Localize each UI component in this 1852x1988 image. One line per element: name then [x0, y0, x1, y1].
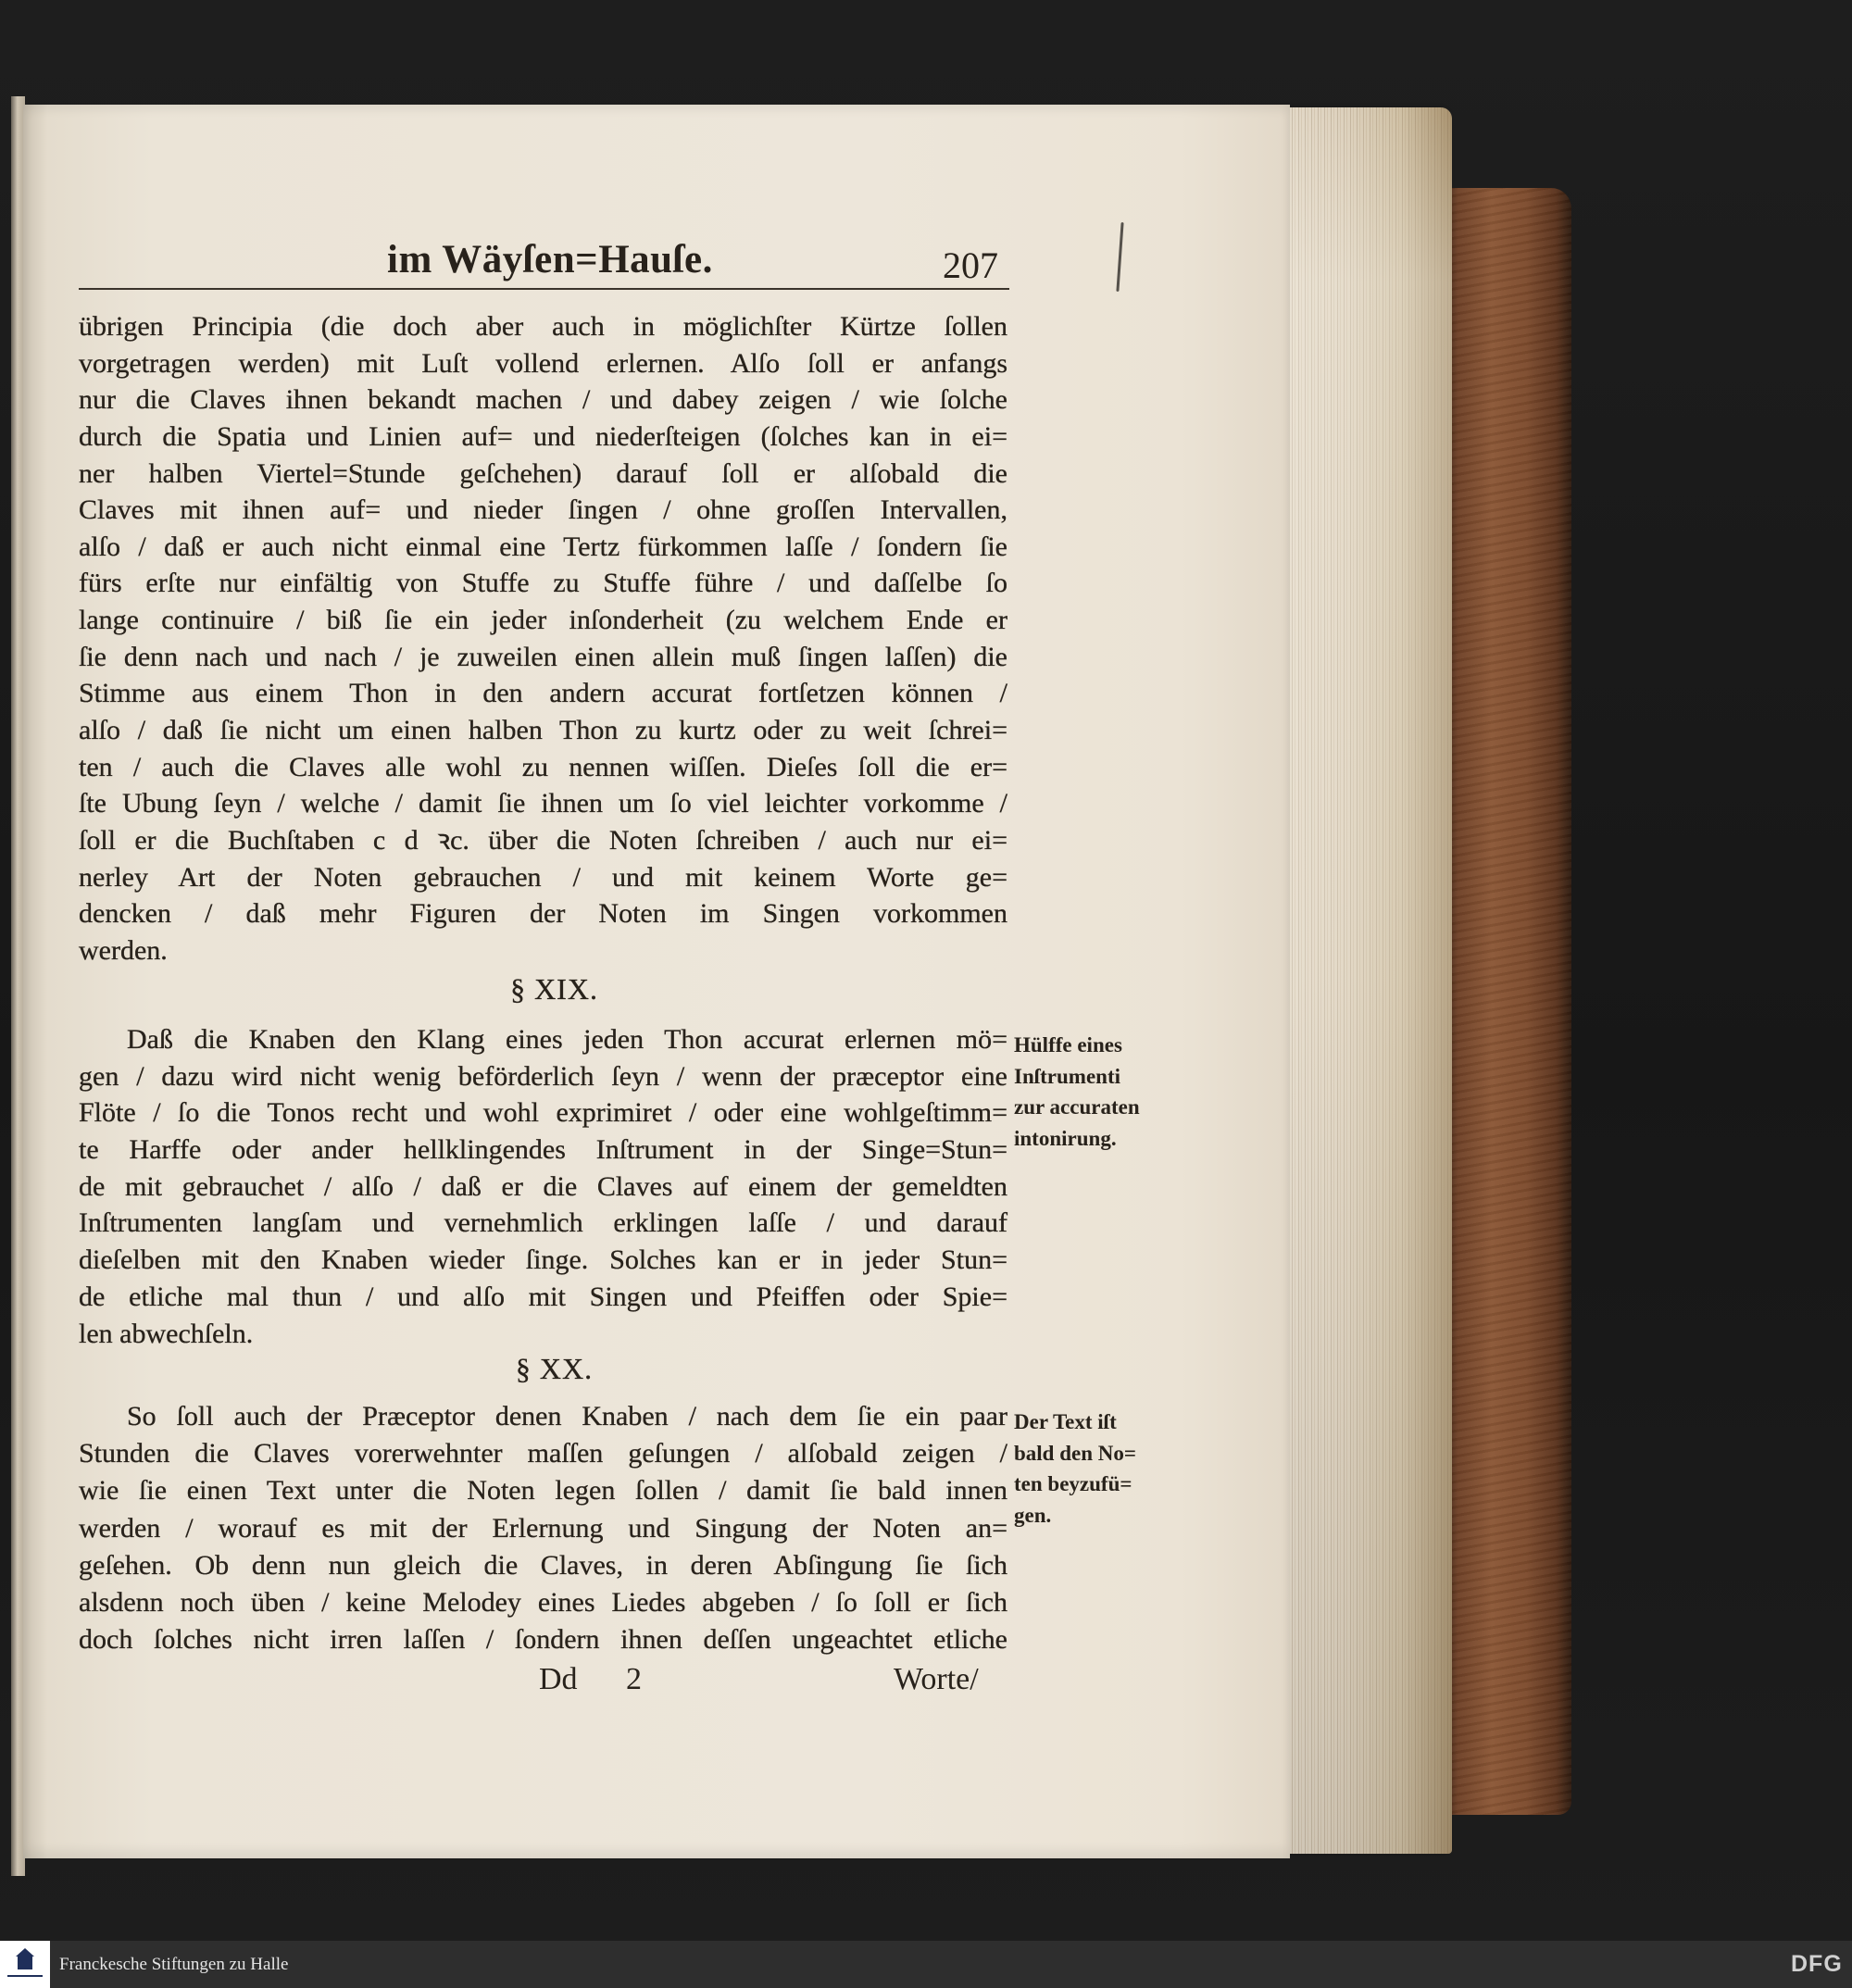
running-title: im Wäyſen=Hauſe.	[387, 238, 713, 281]
institution-name: Franckesche Stiftungen zu Halle	[59, 1955, 289, 1974]
franckesche-stiftungen-logo-icon	[0, 1941, 50, 1988]
leather-book-cover	[1443, 188, 1571, 1815]
text-line: So ſoll auch der Præceptor denen Knaben / nach dem ſie ein paar	[127, 1401, 1007, 1432]
section-heading-xx: § XX.	[515, 1352, 594, 1385]
text-line: ner halben Viertel=Stunde geſchehen) darauf ſoll er alſobald die	[79, 457, 1007, 489]
text-line: de etliche mal thun / und alſo mit Singen und Pfeiffen oder Spie=	[79, 1281, 1007, 1312]
text-line: doch ſolches nicht irren laſſen / ſondern ihnen deſſen ungeachtet etliche	[79, 1624, 1007, 1656]
text-line: gen / dazu wird nicht wenig beförderlich ſeyn / wenn der præceptor eine	[79, 1060, 1007, 1092]
text-line: nur die Claves ihnen bekandt machen / und dabey zeigen / wie ſolche	[79, 384, 1007, 416]
margin-note-line: ten beyzufü=	[1014, 1472, 1132, 1495]
margin-note-line: intonirung.	[1014, 1126, 1117, 1150]
header-rule	[79, 288, 1009, 290]
text-line: ſie denn nach und nach / je zuweilen einen allein muß ſingen laſſen) die	[79, 641, 1007, 672]
logo-emblem-roof	[16, 1948, 34, 1957]
text-line: ten / auch die Claves alle wohl zu nennen wiſſen. Dieſes ſoll die er=	[79, 751, 1007, 782]
text-line: wie ſie einen Text unter die Noten legen ſollen / damit ſie bald innen	[79, 1475, 1007, 1507]
margin-note-line: gen.	[1014, 1503, 1052, 1527]
paragraph-xx	[79, 1398, 1007, 1658]
footer-bar	[0, 1941, 1852, 1988]
margin-note-line: Hülffe eines	[1014, 1033, 1122, 1057]
margin-note-line: bald den No=	[1014, 1441, 1136, 1465]
margin-note-instrument	[1014, 1030, 1140, 1154]
text-line: fürs erſte nur einfältig von Stuffe zu Stuffe führe / und daſſelbe ſo	[79, 568, 1007, 599]
pencil-mark	[1116, 222, 1123, 292]
paragraph-continuation	[79, 308, 1007, 969]
text-line: übrigen Principia (die doch aber auch in möglichſter Kürtze ſollen	[79, 311, 1007, 342]
logo-emblem-line	[7, 1975, 43, 1977]
section-heading-xix: § XIX.	[510, 972, 598, 1006]
text-line: Flöte / ſo die Tonos recht und wohl exprimiret / oder eine wohlgeſtimm=	[79, 1097, 1007, 1129]
text-line: Stimme aus einem Thon in den andern accurat fortſetzen können /	[79, 678, 1007, 709]
page-number: 207	[943, 244, 998, 286]
text-line: ſte Ubung ſeyn / welche / damit ſie ihnen um ſo viel leichter vorkomme /	[79, 788, 1007, 819]
text-line: Inſtrumenten langſam und vernehmlich erklingen laſſe / und darauf	[79, 1207, 1007, 1239]
dfg-logo: DFG	[1791, 1951, 1843, 1977]
book-page-edges	[1285, 107, 1452, 1854]
text-line: vorgetragen werden) mit Luſt vollend erlernen. Alſo ſoll er anfangs	[79, 347, 1007, 379]
text-line: de mit gebrauchet / alſo / daß er die Claves auf einem der gemeldten	[79, 1170, 1007, 1202]
catchword: Worte/	[894, 1662, 979, 1696]
text-line: dieſelben mit den Knaben wieder ſinge. Solches kan er in jeder Stun=	[79, 1244, 1007, 1276]
book-page	[23, 105, 1290, 1858]
text-line: ſoll er die Buchſtaben c d ꝛc. über die Noten ſchreiben / auch nur ei=	[79, 824, 1007, 856]
text-line: dencken / daß mehr Figuren der Noten im Singen vorkommen	[79, 898, 1007, 930]
margin-note-text	[1014, 1407, 1136, 1531]
text-line: werden.	[79, 934, 168, 966]
text-line: alſo / daß ſie nicht um einen halben Thon zu kurtz oder zu weit ſchrei=	[79, 715, 1007, 746]
text-line: durch die Spatia und Linien auf= und niederſteigen (ſolches kan in ei=	[79, 420, 1007, 452]
text-line: Stunden die Claves vorerwehnter maſſen geſungen / alſobald zeigen /	[79, 1438, 1007, 1469]
margin-note-line: zur accuraten	[1014, 1095, 1140, 1119]
text-line: len abwechſeln.	[79, 1318, 254, 1349]
margin-note-line: Der Text iſt	[1014, 1410, 1117, 1433]
text-line: Claves mit ihnen auf= und nieder ſingen / ohne groſſen Intervallen,	[79, 494, 1007, 526]
text-line: alsdenn noch üben / keine Melodey eines Liedes abgeben / ſo ſoll er ſich	[79, 1586, 1007, 1618]
text-line: werden / worauf es mit der Erlernung und Singung der Noten an=	[79, 1512, 1007, 1544]
signature-mark: Dd 2	[539, 1662, 643, 1696]
text-line: lange continuire / biß ſie ein jeder inſonderheit (zu welchem Ende er	[79, 605, 1007, 636]
text-line: nerley Art der Noten gebrauchen / und mit keinem Worte ge=	[79, 861, 1007, 893]
text-line: te Harffe oder ander hellklingendes Inſtrument in der Singe=Stun=	[79, 1134, 1007, 1166]
margin-note-line: Inſtrumenti	[1014, 1064, 1120, 1088]
logo-emblem-body	[18, 1957, 32, 1969]
text-line: geſehen. Ob denn nun gleich die Claves, in deren Abſingung ſie ſich	[79, 1549, 1007, 1581]
paragraph-xix	[79, 1021, 1007, 1352]
text-line: alſo / daß er auch nicht einmal eine Tertz fürkommen laſſe / ſondern ſie	[79, 531, 1007, 562]
text-line: Daß die Knaben den Klang eines jeden Thon accurat erlernen mö=	[127, 1024, 1007, 1055]
